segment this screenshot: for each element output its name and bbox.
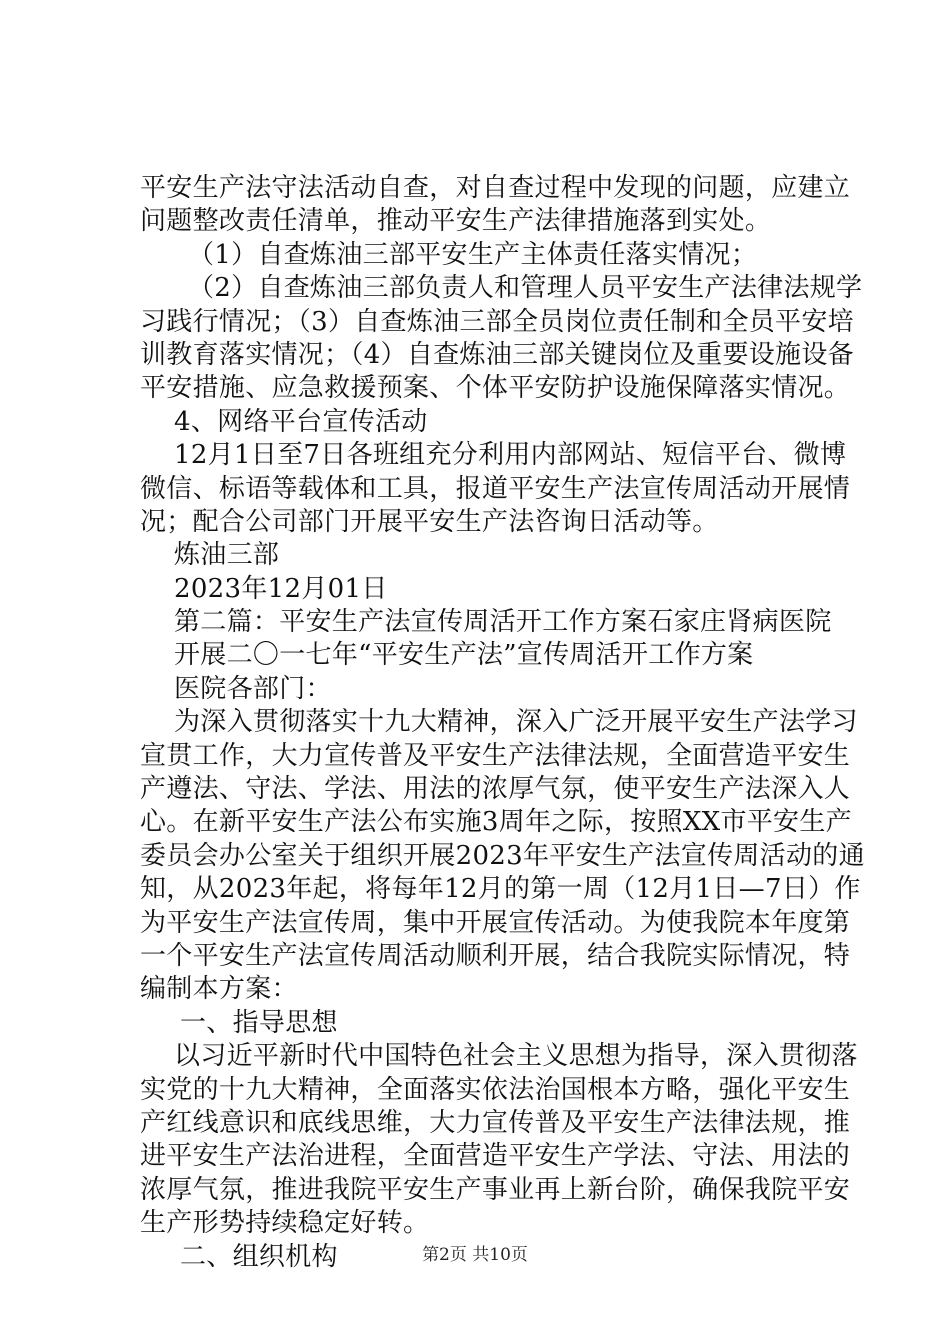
text-line: 产遵法、守法、学法、用法的浓厚气氛，使平安生产法深入人 (140, 774, 851, 805)
text-line: 训教育落实情况；（4）自查炼油三部关键岗位及重要设施设备 (140, 339, 854, 370)
text-line: 编制本方案： (140, 974, 298, 1005)
text-line: 浓厚气氛，推进我院平安生产事业再上新台阶，确保我院平安 (140, 1174, 851, 1205)
text-line: 问题整改责任清单，推动平安生产法律措施落到实处。 (140, 206, 772, 237)
text-line: （2）自查炼油三部负责人和管理人员平安生产法律法规学 (188, 273, 863, 304)
addressee: 医院各部门： (174, 673, 332, 704)
text-line: 习践行情况；（3）自查炼油三部全员岗位责任制和全员平安培 (140, 306, 854, 337)
text-line: 平安生产法守法活动自查，对自查过程中发现的问题，应建立 (140, 173, 851, 203)
text-line: 平安措施、应急救援预案、个体平安防护设施保障落实情况。 (140, 373, 851, 404)
signature-org: 炼油三部 (174, 540, 280, 571)
text-line: 微信、标语等载体和工具，报道平安生产法宣传周活动开展情 (140, 473, 851, 504)
page-number: 第2页 共10页 (422, 1245, 528, 1265)
text-line: 一个平安生产法宣传周活动顺利开展，结合我院实际情况，特 (140, 940, 851, 971)
chapter-title: 第二篇：平安生产法宣传周活开工作方案石家庄肾病医院 (174, 607, 832, 638)
text-line: 实党的十九大精神，全面落实依法治国根本方略，强化平安生 (140, 1074, 851, 1105)
signature-date: 2023年12月01日 (174, 573, 388, 604)
text-line: （1）自查炼油三部平安生产主体责任落实情况； (188, 239, 758, 270)
text-line: 生产形势持续稳定好转。 (140, 1208, 430, 1239)
section-heading: 二、组织机构 (180, 1241, 338, 1272)
text-line: 以习近平新时代中国特色社会主义思想为指导，深入贯彻落 (174, 1041, 858, 1072)
text-line: 心。在新平安生产法公布实施3周年之际，按照XX市平安生产 (140, 807, 852, 838)
text-line: 宣贯工作，大力宣传普及平安生产法律法规，全面营造平安生 (140, 740, 851, 771)
text-line: 况；配合公司部门开展平安生产法咨询日活动等。 (140, 506, 719, 537)
text-line: 产红线意识和底线思维，大力宣传普及平安生产法律法规，推 (140, 1107, 851, 1138)
text-line: 为深入贯彻落实十九大精神，深入广泛开展平安生产法学习 (174, 707, 858, 738)
document-body (140, 172, 865, 1274)
text-line: 委员会办公室关于组织开展2023年平安生产法宣传周活动的通 (140, 840, 865, 871)
text-line: 进平安生产法治进程，全面营造平安生产学法、守法、用法的 (140, 1141, 851, 1172)
text-line: 12月1日至7日各班组充分利用内部网站、短信平台、微博 (174, 440, 847, 471)
section-heading: 4、网络平台宣传活动 (174, 406, 428, 437)
chapter-subtitle: 开展二〇一七年“平安生产法”宣传周活开工作方案 (174, 640, 754, 671)
section-heading: 一、指导思想 (180, 1007, 338, 1038)
text-line: 为平安生产法宣传周，集中开展宣传活动。为使我院本年度第 (140, 907, 851, 938)
text-line: 知，从2023年起，将每年12月的第一周（12月1日—7日）作 (140, 874, 861, 905)
